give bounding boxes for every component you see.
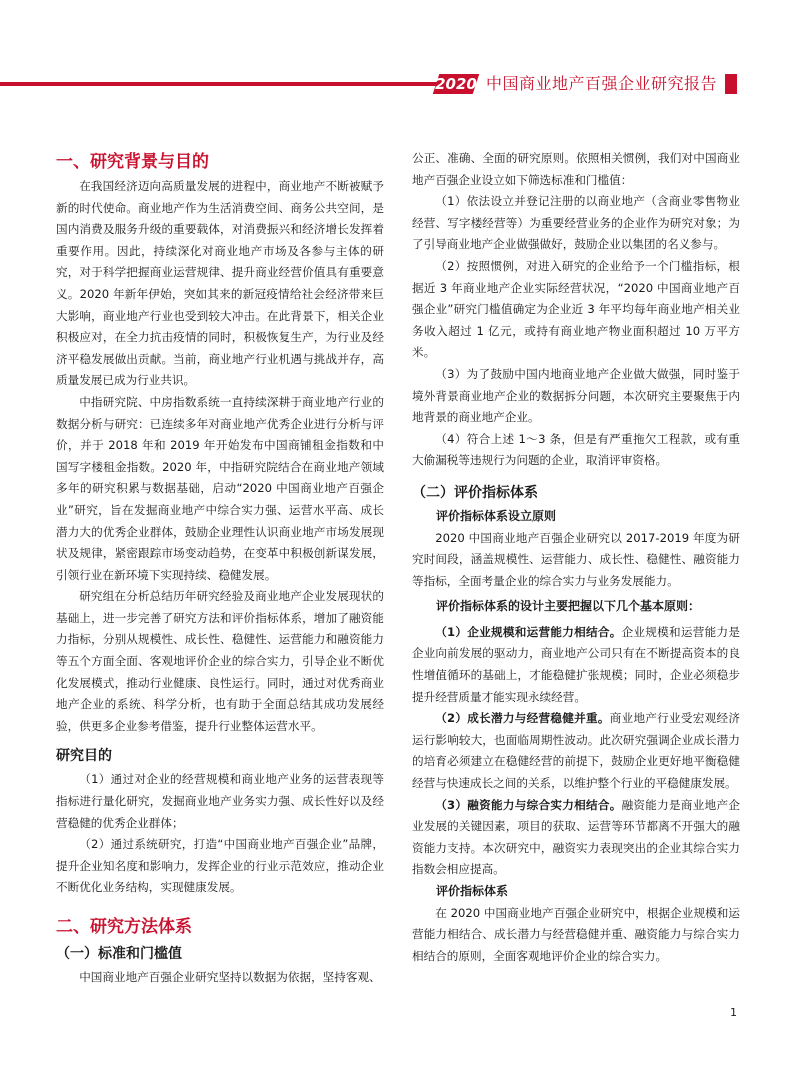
criterion-2: （2）按照惯例，对进入研究的企业给予一个门槛指标，根据近 3 年商业地产企业实际经营状况，“2020 中国商业地产百强企业”研究门槛值确定为企业近 3 年平均每年商业地产相关业务收入超过 1 亿元，或持有商业地产物业面积超过 10 万平方米。 xyxy=(412,258,740,360)
paragraph: 在 2020 中国商业地产百强企业研究中，根据企业规模和运营能力相结合、成长潜力与经营稳健并重、融资能力与综合实力相结合的原则，全面客观地评价企业的综合实力。 xyxy=(412,905,740,963)
paragraph: 公正、准确、全面的研究原则。依照相关惯例，我们对中国商业地产百强企业设立如下筛选标准和门槛值： xyxy=(412,151,740,187)
criterion-1: （1）依法设立并登记注册的以商业地产（含商业零售物业经营、写字楼经营等）为重要经营业务的企业作为研究对象；为了引导商业地产企业做强做好，鼓励企业以集团的名义参与。 xyxy=(412,194,740,252)
left-column xyxy=(56,148,384,989)
page-number: 1 xyxy=(730,1006,737,1019)
section-1-title: 一、研究背景与目的 xyxy=(56,152,209,172)
paragraph: 2020 中国商业地产百强企业研究以 2017-2019 年度为研究时间段，涵盖规模性、运营能力、成长性、稳健性、融资能力等指标，全面考量企业的综合实力与业务发展能力。 xyxy=(412,530,740,588)
header-year: 2020 xyxy=(435,75,477,93)
right-column xyxy=(412,148,740,967)
paragraph: 在我国经济迈向高质量发展的进程中，商业地产不断被赋予新的时代使命。商业地产作为生活消费空间、商务公共空间，是国内消费及服务升级的重要载体，对消费振兴和经济增长发挥着重要作用。因此，持续深化对商业地产市场及各参与主体的研究，对于科学把握商业运营规律、提升商业经营价值具有重要意义。2020 年新年伊始，突如其来的新冠疫情给社会经济带来巨大影响，商业地产行业也受到较大冲击。在此背景下，相关企业积极应对，在全力抗击疫情的同时，积极恢复生产，为行业及经济平稳发展做出贡献。当前，商业地产行业机遇与挑战并存，高质量发展已成为行业共识。 xyxy=(56,179,384,388)
header-rule xyxy=(0,82,450,86)
header-tab xyxy=(725,74,737,94)
purpose-title: 研究目的 xyxy=(56,748,112,765)
paragraph: 中国商业地产百强企业研究坚持以数据为依据，坚持客观、 xyxy=(79,970,381,984)
principle-2-text: 商业地产行业受宏观经济运行影响较大，也面临周期性波动。此次研究强调企业成长潜力的培育必须建立在稳健经营的前提下，鼓励企业更好地平衡稳健经营与快速成长之间的关系，以维护整个行业的平稳健康发展。 xyxy=(412,711,740,791)
principle-3 xyxy=(412,795,740,881)
principle-1-lead: （1）企业规模和运营能力相结合。 xyxy=(435,624,622,639)
principle-1-text: 企业规模和运营能力是企业向前发展的驱动力，商业地产公司只有在不断提高资本的良性增值循环的基础上，才能稳健扩张规模；同时，企业必须稳步提升经营质量才能实现永续经营。 xyxy=(412,624,740,704)
purpose-item-2: （2）通过系统研究，打造“中国商业地产百强企业”品牌，提升企业知名度和影响力，发挥企业的行业示范效应，推动企业不断优化业务结构，实现健康发展。 xyxy=(56,837,384,895)
criterion-4: （4）符合上述 1～3 条，但是有严重拖欠工程款，或有重大偷漏税等违规行为问题的企业，取消评审资格。 xyxy=(412,431,740,468)
subsection-1-title: （一）标准和门槛值 xyxy=(56,946,182,962)
index-system-heading: 评价指标体系 xyxy=(436,884,509,898)
basic-principles-heading: 评价指标体系的设计主要把握以下几个基本原则： xyxy=(436,599,701,614)
purpose-item-1: （1）通过对企业的经营规模和商业地产业务的运营表现等指标进行量化研究，发掘商业地产业务实力强、成长性好以及经营稳健的优秀企业群体； xyxy=(56,772,384,830)
principle-3-text: 融资能力是商业地产企业发展的关键因素，项目的获取、运营等环节都离不开强大的融资能力支持。本次研究中，融资实力表现突出的企业其综合实力指数会相应提高。 xyxy=(412,797,740,877)
header-title: 中国商业地产百强企业研究报告 xyxy=(486,74,718,93)
paragraph: 研究组在分析总结历年研究经验及商业地产企业发展现状的基础上，进一步完善了研究方法和评价指标体系，增加了融资能力指标，分别从规模性、成长性、稳健性、运营能力和融资能力等五个方面全面、客观地评价企业的综合实力，引导企业不断优化发展模式，推动行业健康、良性运行。同时，通过对优秀商业地产企业的系统、科学分析，也有助于全面总结其成功发展经验，供更多企业参考借鉴，提升行业整体运营水平。 xyxy=(56,589,384,733)
principle-1 xyxy=(412,622,740,708)
criterion-3: （3）为了鼓励中国内地商业地产企业做大做强，同时鉴于境外背景商业地产企业的数据拆分问题，本次研究主要聚焦于内地背景的商业地产企业。 xyxy=(412,366,740,425)
principle-2 xyxy=(412,708,740,794)
subsection-2-title: （二）评价指标体系 xyxy=(412,484,538,501)
section-2-title: 二、研究方法体系 xyxy=(56,917,192,937)
principle-2-lead: （2）成长潜力与经营稳健并重。 xyxy=(435,711,610,726)
principle-3-lead: （3）融资能力与综合实力相结合。 xyxy=(435,797,622,812)
principle-heading: 评价指标体系设立原则 xyxy=(436,508,557,523)
paragraph: 中指研究院、中房指数系统一直持续深耕于商业地产行业的数据分析与研究：已连续多年对商业地产优秀企业进行分析与评价，并于 2018 年和 2019 年开始发布中国商铺租金指数和中国写字楼租金指数。2020 年，中指研究院结合在商业地产领域多年的研究积累与数据基础，启动“2020 中国商业地产百强企业”研究，旨在发掘商业地产中综合实力强、运营水平高、成长潜力大的优秀企业群体，鼓励企业理性认识商业地产市场发展现状及规律，紧密跟踪市场变动趋势，在变革中积极创新谋发展，引领行业在新环境下实现持续、稳健发展。 xyxy=(56,394,384,582)
